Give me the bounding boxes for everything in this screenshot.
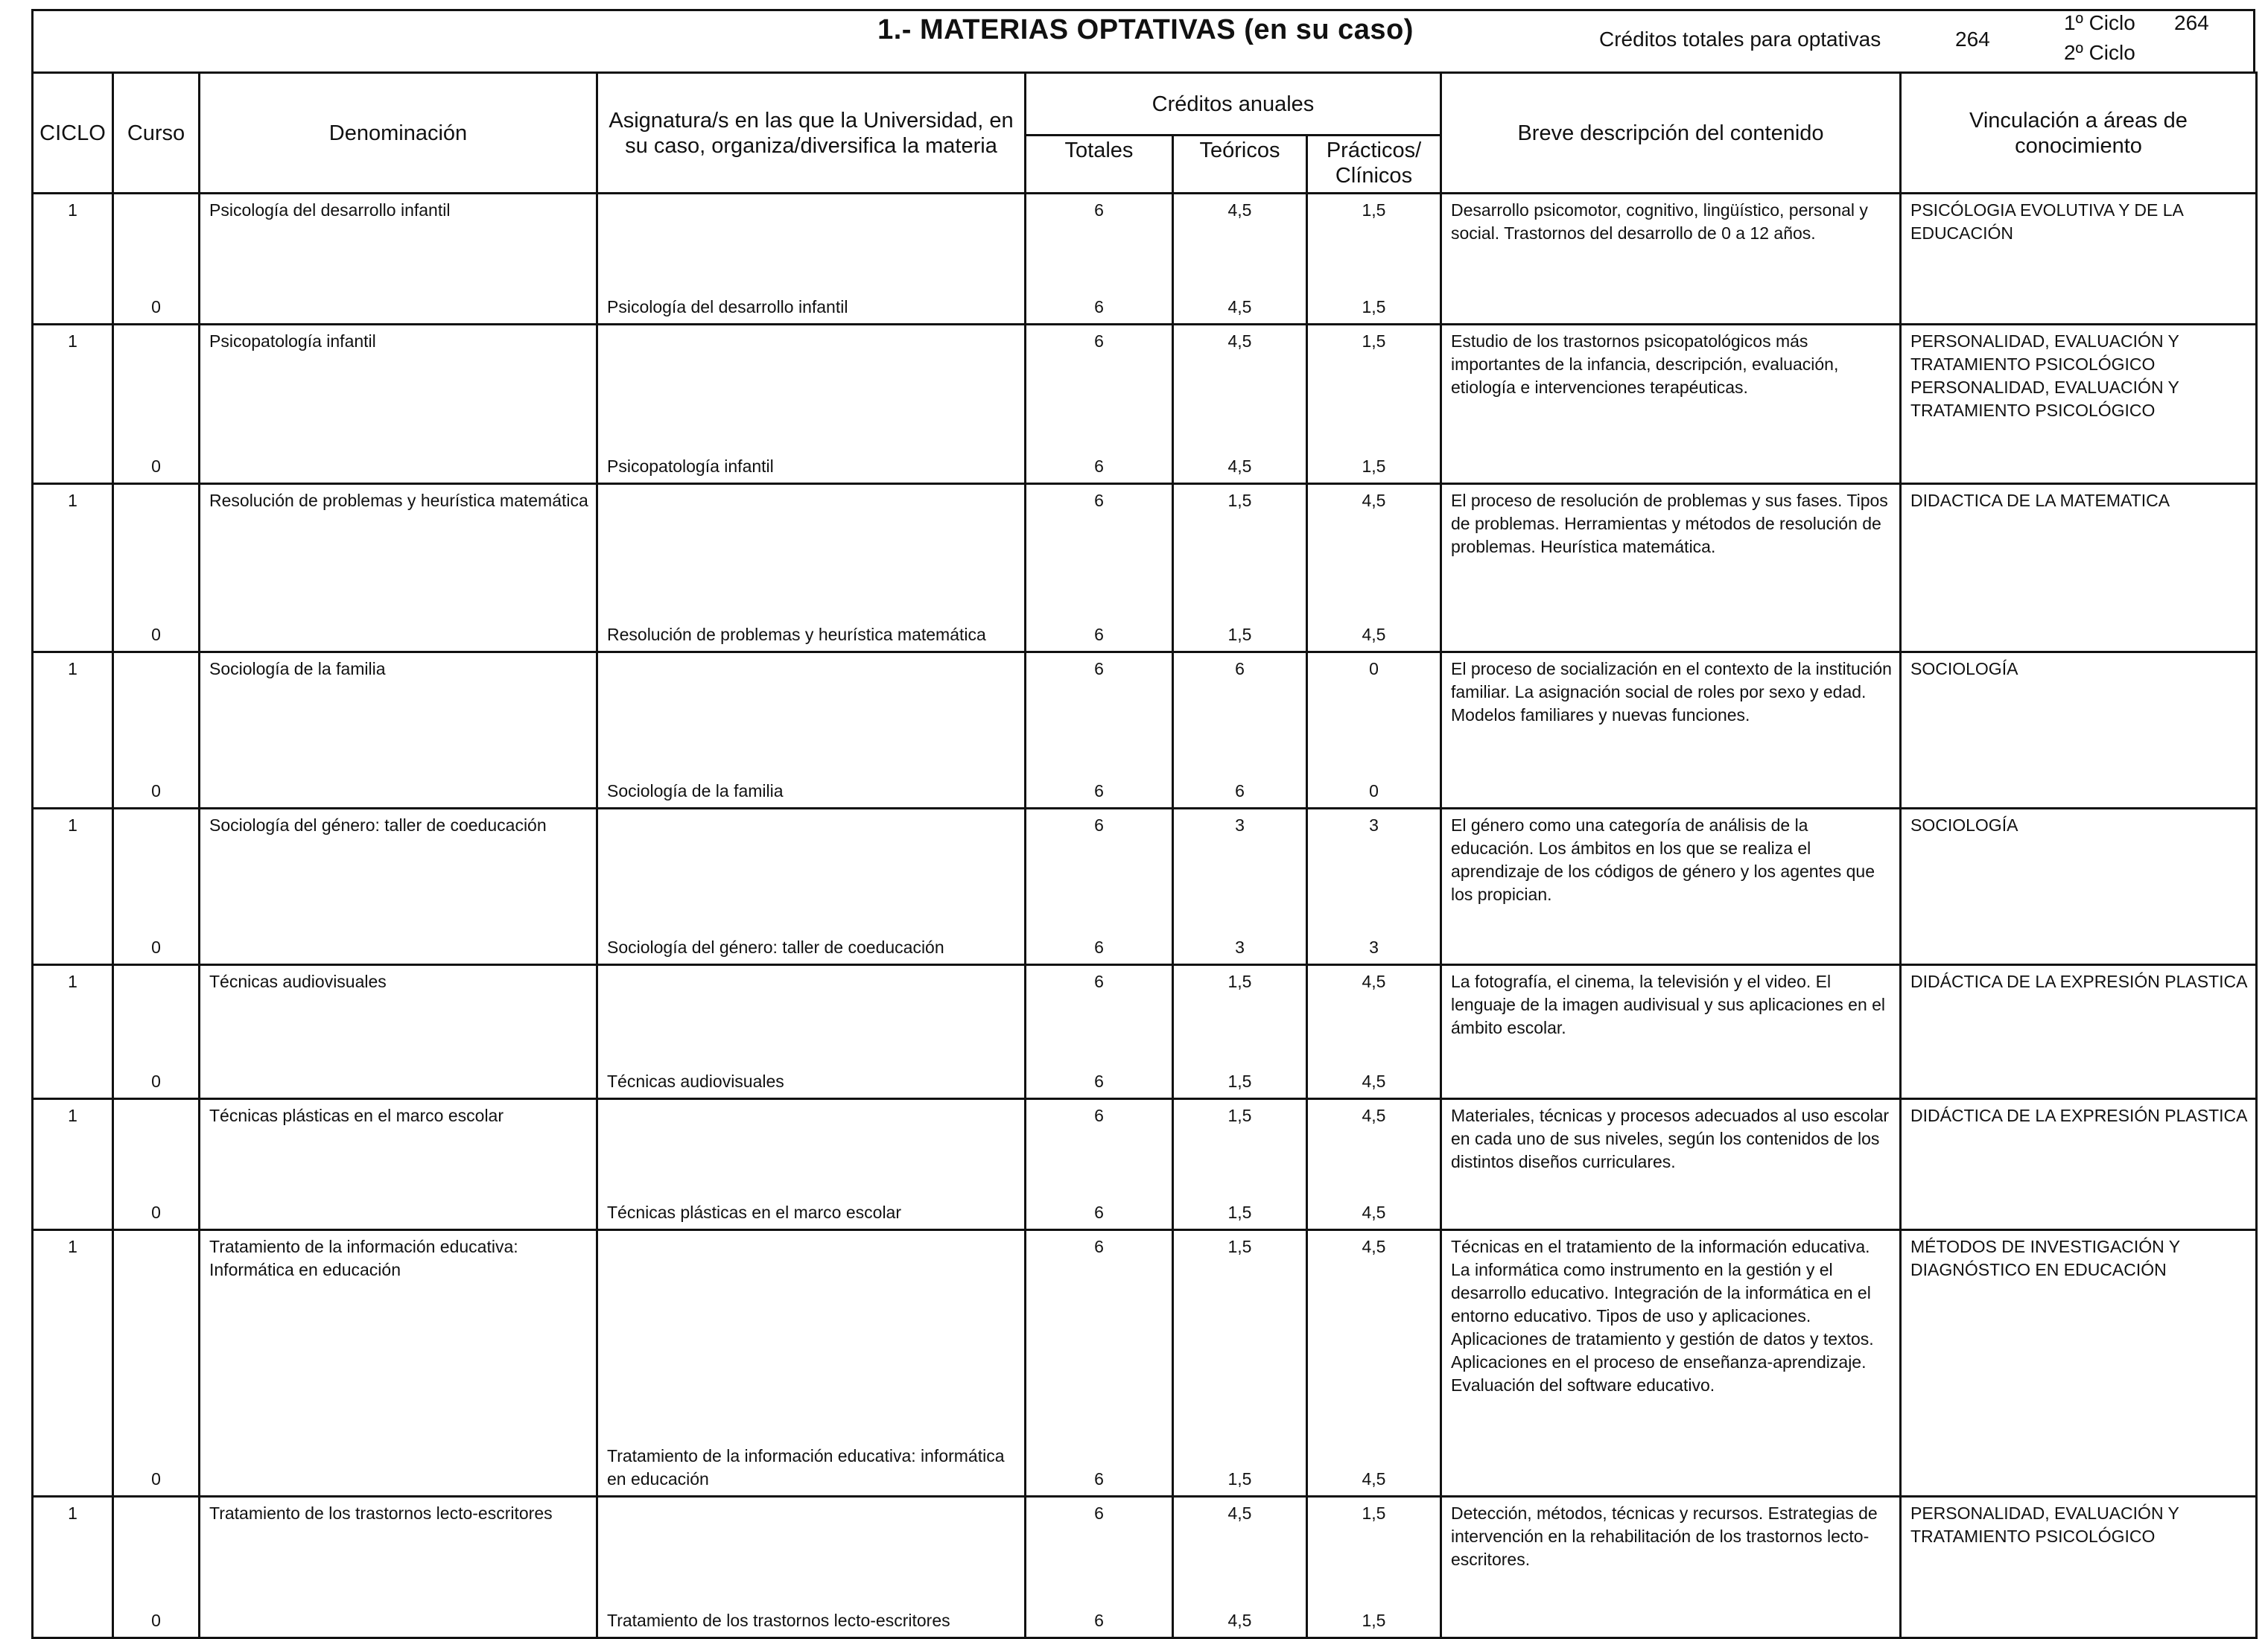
practicos-value: 1,5	[1362, 1503, 1386, 1523]
denominacion-text: Psicología del desarrollo infantil	[209, 200, 451, 220]
curso-cell	[113, 325, 200, 484]
teoricos-value-asignatura: 1,5	[1227, 1203, 1252, 1222]
descripcion-cell	[1441, 484, 1901, 652]
denominacion-cell	[200, 484, 597, 652]
teoricos-cell	[1173, 1230, 1307, 1497]
denominacion-cell	[200, 194, 597, 325]
vinculacion-text: SOCIOLOGÍA	[1910, 815, 2018, 835]
denominacion-text: Sociología de la familia	[209, 659, 386, 678]
teoricos-cell	[1173, 809, 1307, 965]
descripcion-text: Desarrollo psicomotor, cognitivo, lingüístico, personal y social. Trastornos del desarrollo de 0 a 12 años.	[1451, 200, 1868, 243]
teoricos-value: 3	[1235, 815, 1245, 835]
denominacion-cell	[200, 965, 597, 1099]
teoricos-cell	[1173, 652, 1307, 809]
totales-cell	[1026, 1497, 1173, 1638]
totales-value-asignatura: 6	[1094, 1611, 1104, 1630]
totales-cell	[1026, 652, 1173, 809]
totales-cell	[1026, 484, 1173, 652]
curso-cell	[113, 965, 200, 1099]
practicos-cell	[1307, 965, 1441, 1099]
denominacion-text: Técnicas audiovisuales	[209, 972, 387, 991]
col-ciclo: CICLO	[33, 73, 113, 194]
optativas-sheet	[31, 9, 2255, 1630]
teoricos-value-asignatura: 1,5	[1227, 1072, 1252, 1091]
table-row	[33, 484, 2257, 652]
descripcion-text: El proceso de socialización en el contexto de la institución familiar. La asignación social de roles por sexo y edad. Modelos familiares y nuevas funciones.	[1451, 659, 1892, 725]
denominacion-text: Sociología del género: taller de coeducación	[209, 815, 547, 835]
curso-text: 0	[151, 1611, 161, 1630]
asignatura-text: Técnicas plásticas en el marco escolar	[607, 1203, 901, 1222]
curso-text: 0	[151, 297, 161, 316]
table-row	[33, 965, 2257, 1099]
ciclo-cell	[33, 325, 113, 484]
teoricos-cell	[1173, 484, 1307, 652]
totales-value: 6	[1094, 1106, 1104, 1125]
practicos-value: 4,5	[1362, 972, 1386, 991]
col-creditos-anuales: Créditos anuales	[1026, 73, 1441, 136]
practicos-cell	[1307, 652, 1441, 809]
col-denominacion: Denominación	[200, 73, 597, 194]
practicos-cell	[1307, 484, 1441, 652]
ciclo-text: 1	[68, 331, 77, 351]
col-asignatura: Asignatura/s en las que la Universidad, en su caso, organiza/diversifica la materia	[597, 73, 1026, 194]
curso-text: 0	[151, 781, 161, 801]
vinculacion-text: DIDÁCTICA DE LA EXPRESIÓN PLASTICA	[1910, 1106, 2248, 1125]
vinculacion-text: PERSONALIDAD, EVALUACIÓN Y TRATAMIENTO PSICOLÓGICO PERSONALIDAD, EVALUACIÓN Y TRATAMIENTO PSICOLÓGICO	[1910, 331, 2179, 420]
descripcion-text: El género como una categoría de análisis de la educación. Los ámbitos en los que se realiza el aprendizaje de los códigos de género y los agentes que los propician.	[1451, 815, 1875, 904]
totales-value-asignatura: 6	[1094, 1072, 1104, 1091]
ciclo-text: 1	[68, 491, 77, 510]
vinculacion-text: DIDÁCTICA DE LA EXPRESIÓN PLASTICA	[1910, 972, 2248, 991]
practicos-value-asignatura: 1,5	[1362, 456, 1386, 476]
vinculacion-cell	[1901, 1230, 2257, 1497]
teoricos-cell	[1173, 325, 1307, 484]
asignatura-cell	[597, 1099, 1026, 1230]
practicos-value-asignatura: 4,5	[1362, 1203, 1386, 1222]
descripcion-cell	[1441, 325, 1901, 484]
asignatura-cell	[597, 325, 1026, 484]
ciclo-text: 1	[68, 972, 77, 991]
teoricos-value-asignatura: 4,5	[1227, 297, 1252, 316]
vinculacion-cell	[1901, 325, 2257, 484]
totales-value: 6	[1094, 972, 1104, 991]
vinculacion-cell	[1901, 1099, 2257, 1230]
col-vinculacion: Vinculación a áreas de conocimiento	[1901, 73, 2257, 194]
ciclo-text: 1	[68, 1106, 77, 1125]
vinculacion-text: PSICÓLOGIA EVOLUTIVA Y DE LA EDUCACIÓN	[1910, 200, 2183, 243]
asignatura-text: Psicopatología infantil	[607, 456, 774, 476]
optativas-table	[31, 71, 2258, 1639]
descripcion-text: Materiales, técnicas y procesos adecuados al uso escolar en cada uno de sus niveles, según los contenidos de los distintos diseños curriculares.	[1451, 1106, 1890, 1171]
asignatura-text: Tratamiento de la información educativa: informática en educación	[607, 1446, 1005, 1489]
totales-value: 6	[1094, 491, 1104, 510]
table-row	[33, 1497, 2257, 1638]
col-practicos: Prácticos/ Clínicos	[1307, 136, 1441, 194]
totales-value: 6	[1094, 1503, 1104, 1523]
totales-cell	[1026, 194, 1173, 325]
denominacion-cell	[200, 1230, 597, 1497]
vinculacion-cell	[1901, 809, 2257, 965]
curso-cell	[113, 1099, 200, 1230]
ciclo-cell	[33, 809, 113, 965]
teoricos-value: 6	[1235, 659, 1245, 678]
descripcion-text: El proceso de resolución de problemas y sus fases. Tipos de problemas. Herramientas y métodos de resolución de problemas. Heurística matemática.	[1451, 491, 1888, 556]
descripcion-text: Técnicas en el tratamiento de la información educativa. La informática como instrumento en la gestión y el desarrollo educativo. Integración de la informática en el entorno educativo. Tipos de uso y aplicaciones. Aplicaciones de tratamiento y gestión de datos y textos. Aplicaciones en el proceso de enseñanza-aprendizaje. Evaluación del software educativo.	[1451, 1237, 1874, 1395]
practicos-cell	[1307, 1099, 1441, 1230]
teoricos-value-asignatura: 4,5	[1227, 1611, 1252, 1630]
ciclo-cell	[33, 1099, 113, 1230]
descripcion-cell	[1441, 194, 1901, 325]
table-row	[33, 325, 2257, 484]
ciclo-text: 1	[68, 815, 77, 835]
totales-value: 6	[1094, 1237, 1104, 1256]
practicos-value: 4,5	[1362, 491, 1386, 510]
teoricos-value: 1,5	[1227, 972, 1252, 991]
totales-value-asignatura: 6	[1094, 297, 1104, 316]
curso-cell	[113, 484, 200, 652]
practicos-cell	[1307, 1497, 1441, 1638]
descripcion-text: Detección, métodos, técnicas y recursos. Estrategias de intervención en la rehabilitación de los trastornos lecto-escritores.	[1451, 1503, 1878, 1569]
page-title: 1.- MATERIAS OPTATIVAS (en su caso)	[877, 14, 1414, 45]
descripcion-cell	[1441, 1230, 1901, 1497]
ciclo2-label: 2º Ciclo	[2064, 41, 2135, 64]
curso-cell	[113, 652, 200, 809]
practicos-cell	[1307, 809, 1441, 965]
asignatura-cell	[597, 484, 1026, 652]
ciclo-text: 1	[68, 659, 77, 678]
denominacion-cell	[200, 809, 597, 965]
table-row	[33, 1099, 2257, 1230]
totales-value: 6	[1094, 659, 1104, 678]
asignatura-text: Resolución de problemas y heurística matemática	[607, 625, 986, 644]
ciclo-cell	[33, 965, 113, 1099]
totales-cell	[1026, 1099, 1173, 1230]
practicos-value-asignatura: 0	[1369, 781, 1379, 801]
denominacion-text: Tratamiento de los trastornos lecto-escritores	[209, 1503, 553, 1523]
totales-value: 6	[1094, 200, 1104, 220]
col-curso: Curso	[113, 73, 200, 194]
denominacion-text: Tratamiento de la información educativa: Informática en educación	[209, 1237, 518, 1279]
ciclo-text: 1	[68, 1237, 77, 1256]
practicos-value-asignatura: 4,5	[1362, 625, 1386, 644]
practicos-value-asignatura: 4,5	[1362, 1469, 1386, 1489]
asignatura-text: Psicología del desarrollo infantil	[607, 297, 848, 316]
teoricos-value: 4,5	[1227, 1503, 1252, 1523]
denominacion-text: Psicopatología infantil	[209, 331, 376, 351]
asignatura-cell	[597, 965, 1026, 1099]
curso-text: 0	[151, 1072, 161, 1091]
practicos-value-asignatura: 4,5	[1362, 1072, 1386, 1091]
vinculacion-cell	[1901, 652, 2257, 809]
teoricos-cell	[1173, 965, 1307, 1099]
ciclo-cell	[33, 484, 113, 652]
descripcion-cell	[1441, 965, 1901, 1099]
curso-text: 0	[151, 938, 161, 957]
curso-text: 0	[151, 456, 161, 476]
teoricos-value: 1,5	[1227, 491, 1252, 510]
curso-text: 0	[151, 1203, 161, 1222]
table-row	[33, 809, 2257, 965]
descripcion-cell	[1441, 809, 1901, 965]
practicos-value: 4,5	[1362, 1106, 1386, 1125]
denominacion-text: Resolución de problemas y heurística matemática	[209, 491, 588, 510]
teoricos-cell	[1173, 1099, 1307, 1230]
practicos-value-asignatura: 1,5	[1362, 297, 1386, 316]
ciclo-text: 1	[68, 1503, 77, 1523]
asignatura-text: Sociología de la familia	[607, 781, 784, 801]
totales-cell	[1026, 325, 1173, 484]
totales-value-asignatura: 6	[1094, 938, 1104, 957]
curso-cell	[113, 1230, 200, 1497]
asignatura-cell	[597, 194, 1026, 325]
practicos-value: 1,5	[1362, 200, 1386, 220]
teoricos-value-asignatura: 4,5	[1227, 456, 1252, 476]
col-descripcion: Breve descripción del contenido	[1441, 73, 1901, 194]
denominacion-cell	[200, 1099, 597, 1230]
curso-text: 0	[151, 1469, 161, 1489]
practicos-value: 3	[1369, 815, 1379, 835]
teoricos-value: 1,5	[1227, 1106, 1252, 1125]
curso-text: 0	[151, 625, 161, 644]
teoricos-value: 4,5	[1227, 331, 1252, 351]
teoricos-value-asignatura: 1,5	[1227, 1469, 1252, 1489]
vinculacion-text: SOCIOLOGÍA	[1910, 659, 2018, 678]
totales-value: 6	[1094, 331, 1104, 351]
practicos-cell	[1307, 325, 1441, 484]
creditos-label: Créditos totales para optativas	[1599, 28, 1881, 51]
asignatura-cell	[597, 809, 1026, 965]
ciclo-cell	[33, 1497, 113, 1638]
teoricos-value: 4,5	[1227, 200, 1252, 220]
creditos-total: 264	[1955, 28, 1990, 51]
totales-cell	[1026, 1230, 1173, 1497]
vinculacion-cell	[1901, 1497, 2257, 1638]
vinculacion-text: MÉTODOS DE INVESTIGACIÓN Y DIAGNÓSTICO EN EDUCACIÓN	[1910, 1237, 2180, 1279]
asignatura-cell	[597, 1230, 1026, 1497]
practicos-value-asignatura: 1,5	[1362, 1611, 1386, 1630]
denominacion-cell	[200, 652, 597, 809]
practicos-value-asignatura: 3	[1369, 938, 1379, 957]
teoricos-cell	[1173, 194, 1307, 325]
curso-cell	[113, 809, 200, 965]
practicos-value: 0	[1369, 659, 1379, 678]
asignatura-cell	[597, 652, 1026, 809]
vinculacion-cell	[1901, 194, 2257, 325]
totales-value-asignatura: 6	[1094, 1469, 1104, 1489]
totales-cell	[1026, 809, 1173, 965]
totales-value-asignatura: 6	[1094, 456, 1104, 476]
practicos-value: 4,5	[1362, 1237, 1386, 1256]
table-row	[33, 194, 2257, 325]
vinculacion-cell	[1901, 484, 2257, 652]
curso-cell	[113, 1497, 200, 1638]
col-totales: Totales	[1026, 136, 1173, 194]
teoricos-value-asignatura: 3	[1235, 938, 1245, 957]
ciclo1-label: 1º Ciclo	[2064, 11, 2135, 34]
ciclo-text: 1	[68, 200, 77, 220]
header-banner	[31, 9, 2255, 71]
totales-value-asignatura: 6	[1094, 1203, 1104, 1222]
descripcion-cell	[1441, 652, 1901, 809]
denominacion-cell	[200, 1497, 597, 1638]
denominacion-text: Técnicas plásticas en el marco escolar	[209, 1106, 504, 1125]
totales-cell	[1026, 965, 1173, 1099]
totales-value: 6	[1094, 815, 1104, 835]
teoricos-cell	[1173, 1497, 1307, 1638]
ciclo-cell	[33, 652, 113, 809]
ciclo1-value: 264	[2174, 11, 2209, 34]
asignatura-text: Sociología del género: taller de coeducación	[607, 938, 944, 957]
asignatura-text: Tratamiento de los trastornos lecto-escritores	[607, 1611, 950, 1630]
practicos-cell	[1307, 1230, 1441, 1497]
teoricos-value-asignatura: 1,5	[1227, 625, 1252, 644]
curso-cell	[113, 194, 200, 325]
teoricos-value-asignatura: 6	[1235, 781, 1245, 801]
vinculacion-text: PERSONALIDAD, EVALUACIÓN Y TRATAMIENTO PSICOLÓGICO	[1910, 1503, 2179, 1546]
denominacion-cell	[200, 325, 597, 484]
vinculacion-text: DIDACTICA DE LA MATEMATICA	[1910, 491, 2170, 510]
totales-value-asignatura: 6	[1094, 625, 1104, 644]
totales-value-asignatura: 6	[1094, 781, 1104, 801]
ciclo-cell	[33, 194, 113, 325]
descripcion-cell	[1441, 1497, 1901, 1638]
practicos-cell	[1307, 194, 1441, 325]
descripcion-cell	[1441, 1099, 1901, 1230]
descripcion-text: La fotografía, el cinema, la televisión y el video. El lenguaje de la imagen audivisual y sus aplicaciones en el ámbito escolar.	[1451, 972, 1886, 1037]
ciclo-cell	[33, 1230, 113, 1497]
vinculacion-cell	[1901, 965, 2257, 1099]
asignatura-text: Técnicas audiovisuales	[607, 1072, 784, 1091]
col-teoricos: Teóricos	[1173, 136, 1307, 194]
table-row	[33, 1230, 2257, 1497]
teoricos-value: 1,5	[1227, 1237, 1252, 1256]
practicos-value: 1,5	[1362, 331, 1386, 351]
asignatura-cell	[597, 1497, 1026, 1638]
descripcion-text: Estudio de los trastornos psicopatológicos más importantes de la infancia, descripción, evaluación, etiología e intervenciones terapéuticas.	[1451, 331, 1839, 397]
table-row	[33, 652, 2257, 809]
